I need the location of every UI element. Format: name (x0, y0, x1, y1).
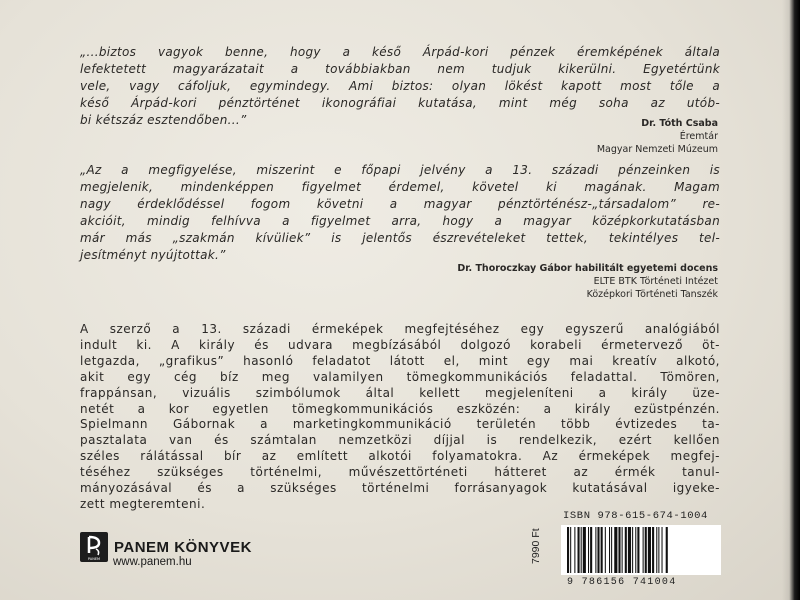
quote-line: akcióit, mindig felhívva a figyelmet arra, hogy a magyar középkorkutatásban (80, 214, 720, 228)
barcode-bar (645, 527, 647, 573)
quote-line: bi kétszáz esztendőben...” (80, 113, 247, 127)
barcode-bar (595, 527, 596, 573)
attribution-toth (597, 117, 718, 156)
blurb-line: frappánsan, vizuális szimbólumok által kellett megjeleníteni a király üze- (80, 385, 720, 400)
quote-line: nagy érdeklődéssel fogom követni a magyar pénztörténész-„társadalom” re- (80, 197, 720, 211)
barcode-bar (658, 527, 659, 573)
barcode-bar (632, 527, 633, 573)
quote-line: jesítményt nyújtottak.” (80, 248, 226, 262)
quote-line: lefektetett magyarázatait a továbbiakban nem tudjuk kikerülni. Egyetértünk (80, 62, 720, 76)
barcode-bar (656, 527, 657, 573)
quote-line: vele, vagy cáfoljuk, egymindegy. Ami biztos: olyan lökést kapott most tőle a (80, 79, 720, 93)
barcode-digits: 9 786156 741004 (567, 577, 677, 588)
attribution-thoroczkay (457, 262, 718, 301)
author-name: Dr. Tóth Csaba (641, 118, 718, 129)
barcode-bar (588, 527, 589, 573)
barcode-bar (581, 527, 582, 573)
barcode-bar (652, 527, 654, 573)
isbn-label: ISBN 978-615-674-1004 (563, 510, 708, 522)
cover-edge-shadow (782, 0, 800, 600)
barcode-bar (625, 527, 627, 573)
quote-line: „Az a megfigyelése, miszerint e főpapi jelvény a 13. századi pénzeinken is (80, 163, 720, 177)
barcode-bar (637, 527, 639, 573)
blurb-paragraph (80, 322, 720, 513)
barcode-bar (578, 527, 580, 573)
blurb-line: Spielmann Gábornak a marketingkommunikáció területén több évtizedes ta- (80, 417, 720, 432)
blurb-line: téséhez szükséges történelmi, művészettörténeti hátteret az érmék tanul- (80, 465, 720, 480)
blurb-line: netét a kor egyetlen tömegkommunikációs eszközén: a király ezüstpénzén. (80, 401, 720, 416)
panem-logo-icon (80, 532, 108, 562)
author-institution: Magyar Nemzeti Múzeum (596, 144, 718, 155)
barcode-bar (666, 527, 668, 573)
barcode-bar (567, 527, 569, 573)
barcode-bar (635, 527, 636, 573)
barcode-bar (601, 527, 603, 573)
publisher-url: www.panem.hu (113, 556, 192, 568)
barcode (561, 525, 721, 575)
author-role: Éremtár (679, 131, 718, 142)
barcode-bar (614, 527, 617, 573)
quote-line: megjelenik, mindenképpen figyelmet érdemel, követel ki magának. Magam (80, 180, 720, 194)
author-institution: Középkori Történeti Tanszék (586, 289, 718, 300)
barcode-bar (570, 527, 571, 573)
barcode-bar (622, 527, 623, 573)
blurb-line: pasztalata van és számtalan nemzetközi díjjal is rendelkezik, ezért kellően (80, 433, 720, 448)
quote-line: már más „szakmán kívüliek” is jelentős észrevételeket tettek, tekintélyes tel- (80, 231, 720, 245)
author-role: ELTE BTK Történeti Intézet (593, 276, 718, 287)
publisher-name: PANEM KÖNYVEK (114, 538, 252, 556)
barcode-bar (574, 527, 575, 573)
price-label: 7990 Ft (530, 528, 542, 564)
quote-line: késő Árpád-kori pénztörténet ikonográfiai kutatása, mint még soha az utób- (80, 96, 720, 110)
barcode-bar (662, 527, 663, 573)
blurb-line: akit egy cég bíz meg valamilyen tömegkommunikációs feladattal. Tömören, (80, 369, 720, 384)
barcode-bar (583, 527, 586, 573)
barcode-bar (590, 527, 592, 573)
blurb-line: mányozásával és a szükséges történelmi forrásanyagok kutatásával igyeke- (80, 481, 720, 496)
blurb-line: A szerző a 13. századi érmeképek megfejtéséhez egy egyszerű analógiából (80, 322, 720, 336)
barcode-bar (628, 527, 631, 573)
author-name: Dr. Thoroczkay Gábor habilitált egyetemi docens (457, 263, 718, 274)
barcode-bar (618, 527, 620, 573)
blurb-line: zett megteremteni. (80, 496, 206, 511)
blurb-line: indult ki. A király és udvara megbízásából dolgozó korabeli érmetervező öt- (80, 337, 720, 352)
blurb-line: széles rálátással bír az említett alkotói folyamatokra. Az érmeképek megfej- (80, 449, 720, 464)
barcode-bar (609, 527, 610, 573)
barcode-bar (648, 527, 651, 573)
blurb-line: letgazda, „grafikus” hasonló feladatot látott el, mint egy mai kreatív alkotó, (80, 353, 720, 368)
barcode-bar (605, 527, 606, 573)
quote-thoroczkay (80, 162, 720, 264)
barcode-bar (597, 527, 599, 573)
barcode-bar (611, 527, 612, 573)
barcode-bar (643, 527, 644, 573)
svg-text:PANEM: PANEM (87, 557, 101, 561)
quote-line: „...biztos vagyok benne, hogy a késő Árpád-kori pénzek éremképének általa (80, 45, 720, 59)
